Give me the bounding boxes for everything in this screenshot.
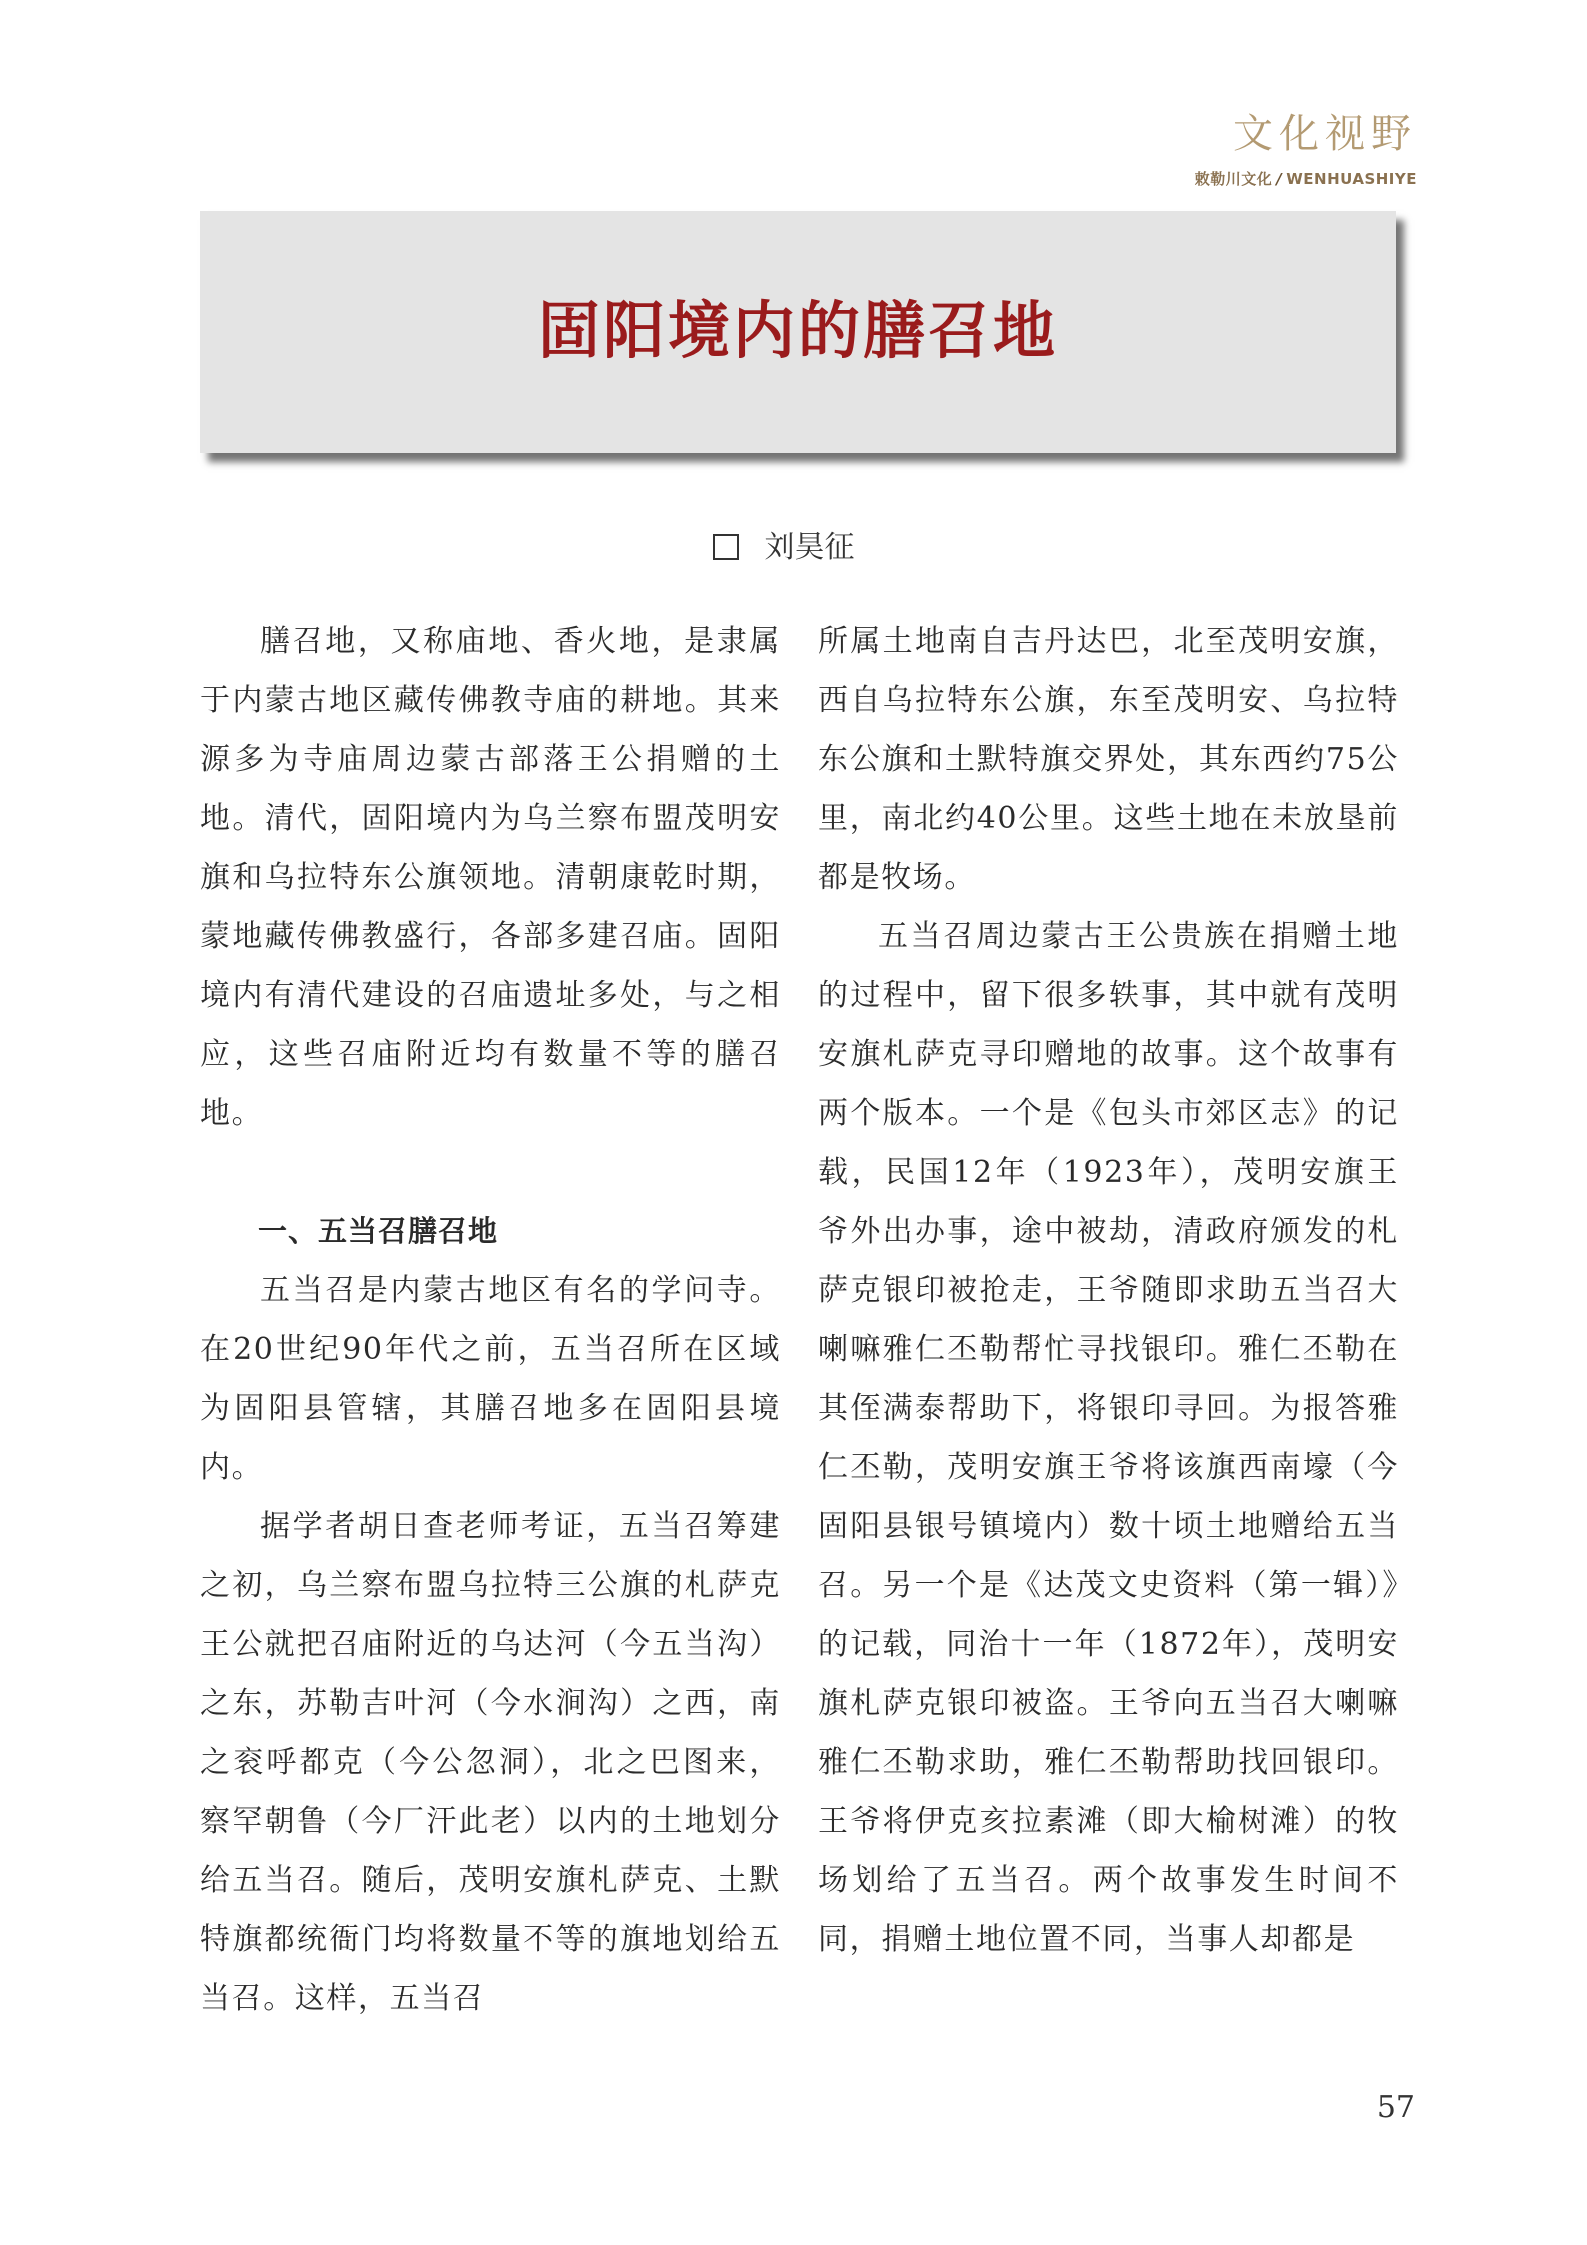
author-box-icon <box>713 534 739 560</box>
article-title: 固阳境内的膳召地 <box>537 293 1058 367</box>
paragraph: 五当召周边蒙古王公贵族在捐赠土地的过程中，留下很多轶事，其中就有茂明安旗札萨克寻印赠地的故事。这个故事有两个版本。一个是《包头市郊区志》的记载，民国12年（1923年），茂明安旗王爷外出办事，途中被劫，清政府颁发的札萨克银印被抢走，王爷随即求助五当召大喇嘛雅仁丕勒帮忙寻找银印。雅仁丕勒在其侄满泰帮助下，将银印寻回。为报答雅仁丕勒，茂明安旗王爷将该旗西南壕（今固阳县银号镇境内）数十顷土地赠给五当召。另一个是《达茂文史资料（第一辑）》的记载，同治十一年（1872年），茂明安旗札萨克银印被盗。王爷向五当召大喇嘛雅仁丕勒求助，雅仁丕勒帮助找回银印。王爷将伊克亥拉素滩（即大榆树滩）的牧场划给了五当召。两个故事发生时间不同，捐赠土地位置不同，当事人却都是 <box>818 919 1399 1957</box>
paragraph: 所属土地南自吉丹达巴，北至茂明安旗，西自乌拉特东公旗，东至茂明安、乌拉特东公旗和土默特旗交界处，其东西约75公里，南北约40公里。这些土地在未放垦前都是牧场。 <box>818 624 1399 895</box>
section-subtitle <box>1195 168 1417 189</box>
paragraph: 五当召是内蒙古地区有名的学问寺。在20世纪90年代之前，五当召所在区域为固阳县管辖，其膳召地多在固阳县境内。 <box>200 1273 781 1485</box>
section-sub-separator: / <box>1276 170 1283 188</box>
section-sub-en: WENHUASHIYE <box>1286 170 1417 188</box>
paragraph: 据学者胡日查老师考证，五当召筹建之初，乌兰察布盟乌拉特三公旗的札萨克王公就把召庙附近的乌达河（今五当沟）之东，苏勒吉叶河（今水涧沟）之西，南之衮呼都克（今公忽洞），北之巴图来，察罕朝鲁（今厂汗此老）以内的土地划分给五当召。随后，茂明安旗札萨克、土默特旗都统衙门均将数量不等的旗地划给五当召。这样，五当召 <box>200 1509 781 2016</box>
article-title-box <box>200 211 1396 453</box>
author-line <box>0 522 1587 566</box>
section-heading: 一、五当召膳召地 <box>258 1214 499 1248</box>
page-number: 57 <box>1376 2090 1415 2125</box>
section-sub-cn: 敕勒川文化 <box>1194 170 1273 188</box>
section-title: 文化视野 <box>1233 111 1417 157</box>
left-column <box>200 612 781 2028</box>
author-name: 刘昊征 <box>764 530 855 565</box>
paragraph: 膳召地，又称庙地、香火地，是隶属于内蒙古地区藏传佛教寺庙的耕地。其来源多为寺庙周边蒙古部落王公捐赠的土地。清代，固阳境内为乌兰察布盟茂明安旗和乌拉特东公旗领地。清朝康乾时期，蒙地藏传佛教盛行，各部多建召庙。固阳境内有清代建设的召庙遗址多处，与之相应，这些召庙附近均有数量不等的膳召地。 <box>200 624 781 1131</box>
right-column <box>818 612 1399 1969</box>
section-header <box>1195 108 1417 189</box>
